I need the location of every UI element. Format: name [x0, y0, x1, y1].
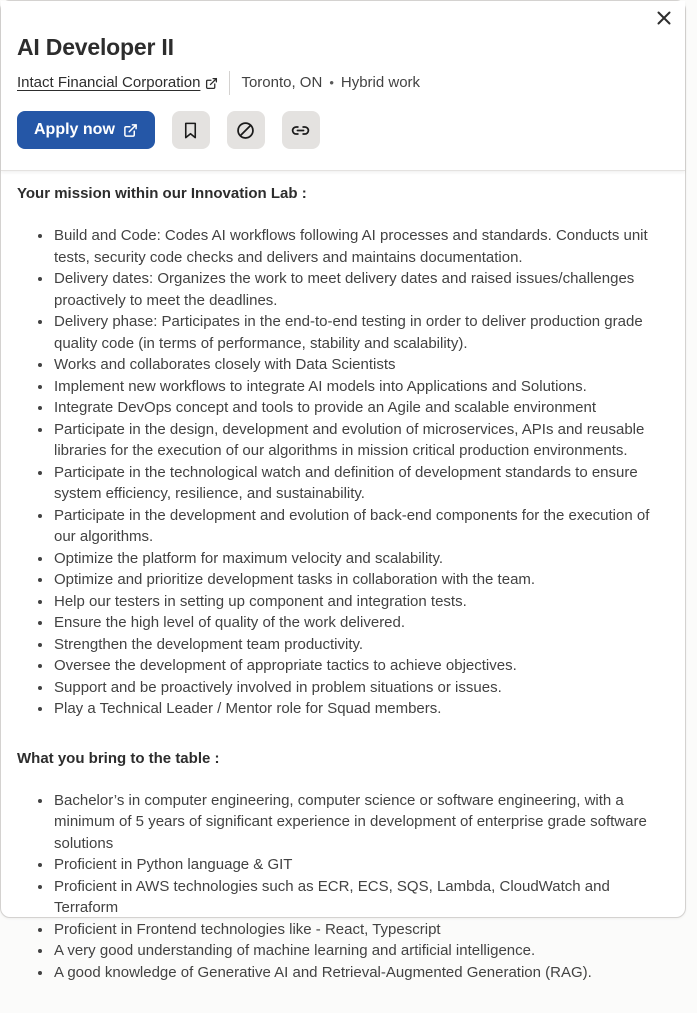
close-button[interactable]	[649, 3, 679, 33]
copy-link-button[interactable]	[282, 111, 320, 149]
bullet-item: • Participate in the design, development and evolution of microservices, APIs and reusable libraries for the execution of our algorithms in mission critical production environments.	[53, 419, 669, 462]
section-mission	[17, 184, 669, 720]
bullet-item: • Participate in the development and evolution of back-end components for the execution of our algorithms.	[53, 505, 669, 548]
job-location: Toronto, ON	[241, 74, 323, 91]
not-interested-button[interactable]	[227, 111, 265, 149]
link-icon	[290, 120, 311, 141]
bullet-item: • Implement new workflows to integrate AI models into Applications and Solutions.	[53, 376, 669, 398]
bullet-item: • Delivery phase: Participates in the end-to-end testing in order to deliver production grade quality code (in terms of performance, stability and scalability).	[53, 311, 669, 354]
separator-dot: •	[329, 75, 334, 90]
bullet-item: • Strengthen the development team productivity.	[53, 634, 669, 656]
bullet-item: • Bachelor’s in computer engineering, computer science or software engineering, with a minimum of 5 years of significant experience in development of enterprise grade software solutions	[53, 790, 669, 855]
bullet-item: • Works and collaborates closely with Data Scientists	[53, 354, 669, 376]
section-heading: What you bring to the table :	[17, 749, 220, 767]
bullet-item: • Build and Code: Codes AI workflows following AI processes and standards. Conducts unit tests, security code checks and delivers and maintains documentation.	[53, 225, 669, 268]
job-description	[1, 171, 685, 1013]
bullet-item: • Ensure the high level of quality of the work delivered.	[53, 612, 669, 634]
company-row	[17, 71, 669, 95]
bookmark-icon	[181, 121, 200, 140]
bullet-list	[17, 225, 669, 720]
external-link-icon	[123, 123, 138, 138]
bullet-item: • Proficient in Python language & GIT	[53, 854, 669, 876]
bullet-item: • Support and be proactively involved in problem situations or issues.	[53, 677, 669, 699]
job-title: AI Developer II	[17, 34, 174, 60]
bullet-item: • Play a Technical Leader / Mentor role for Squad members.	[53, 698, 669, 720]
apply-now-button[interactable]	[17, 111, 155, 149]
bullet-list	[17, 790, 669, 984]
close-icon	[657, 11, 671, 25]
bullet-item: • A good knowledge of Generative AI and Retrieval-Augmented Generation (RAG).	[53, 962, 669, 984]
bullet-item: • Proficient in Frontend technologies like - React, Typescript	[53, 919, 669, 941]
bullet-item: • Delivery dates: Organizes the work to meet delivery dates and raised issues/challenges proactively to meet the deadlines.	[53, 268, 669, 311]
company-link[interactable]	[17, 73, 218, 93]
bullet-item: • Participate in the technological watch and definition of development standards to ensure system efficiency, resilience, and sustainability.	[53, 462, 669, 505]
section-heading: Your mission within our Innovation Lab :	[17, 185, 307, 202]
job-header	[1, 1, 685, 171]
bullet-item: • A very good understanding of machine learning and artificial intelligence.	[53, 940, 669, 962]
bullet-item: • Integrate DevOps concept and tools to provide an Agile and scalable environment	[53, 397, 669, 419]
block-icon	[235, 120, 256, 141]
section-requirements	[17, 749, 669, 984]
apply-now-label: Apply now	[34, 121, 115, 138]
bullet-item: • Optimize and prioritize development tasks in collaboration with the team.	[53, 569, 669, 591]
bullet-item: • Proficient in AWS technologies such as ECR, ECS, SQS, Lambda, CloudWatch and Terraform	[53, 876, 669, 919]
vertical-divider	[229, 71, 230, 95]
external-link-icon	[205, 77, 218, 90]
bullet-item: • Oversee the development of appropriate tactics to achieve objectives.	[53, 655, 669, 677]
work-model: Hybrid work	[340, 74, 421, 91]
company-name: Intact Financial Corporation	[17, 74, 201, 91]
actions-row	[17, 111, 669, 149]
bullet-item: • Optimize the platform for maximum velocity and scalability.	[53, 548, 669, 570]
save-job-button[interactable]	[172, 111, 210, 149]
bullet-item: • Help our testers in setting up component and integration tests.	[53, 591, 669, 613]
